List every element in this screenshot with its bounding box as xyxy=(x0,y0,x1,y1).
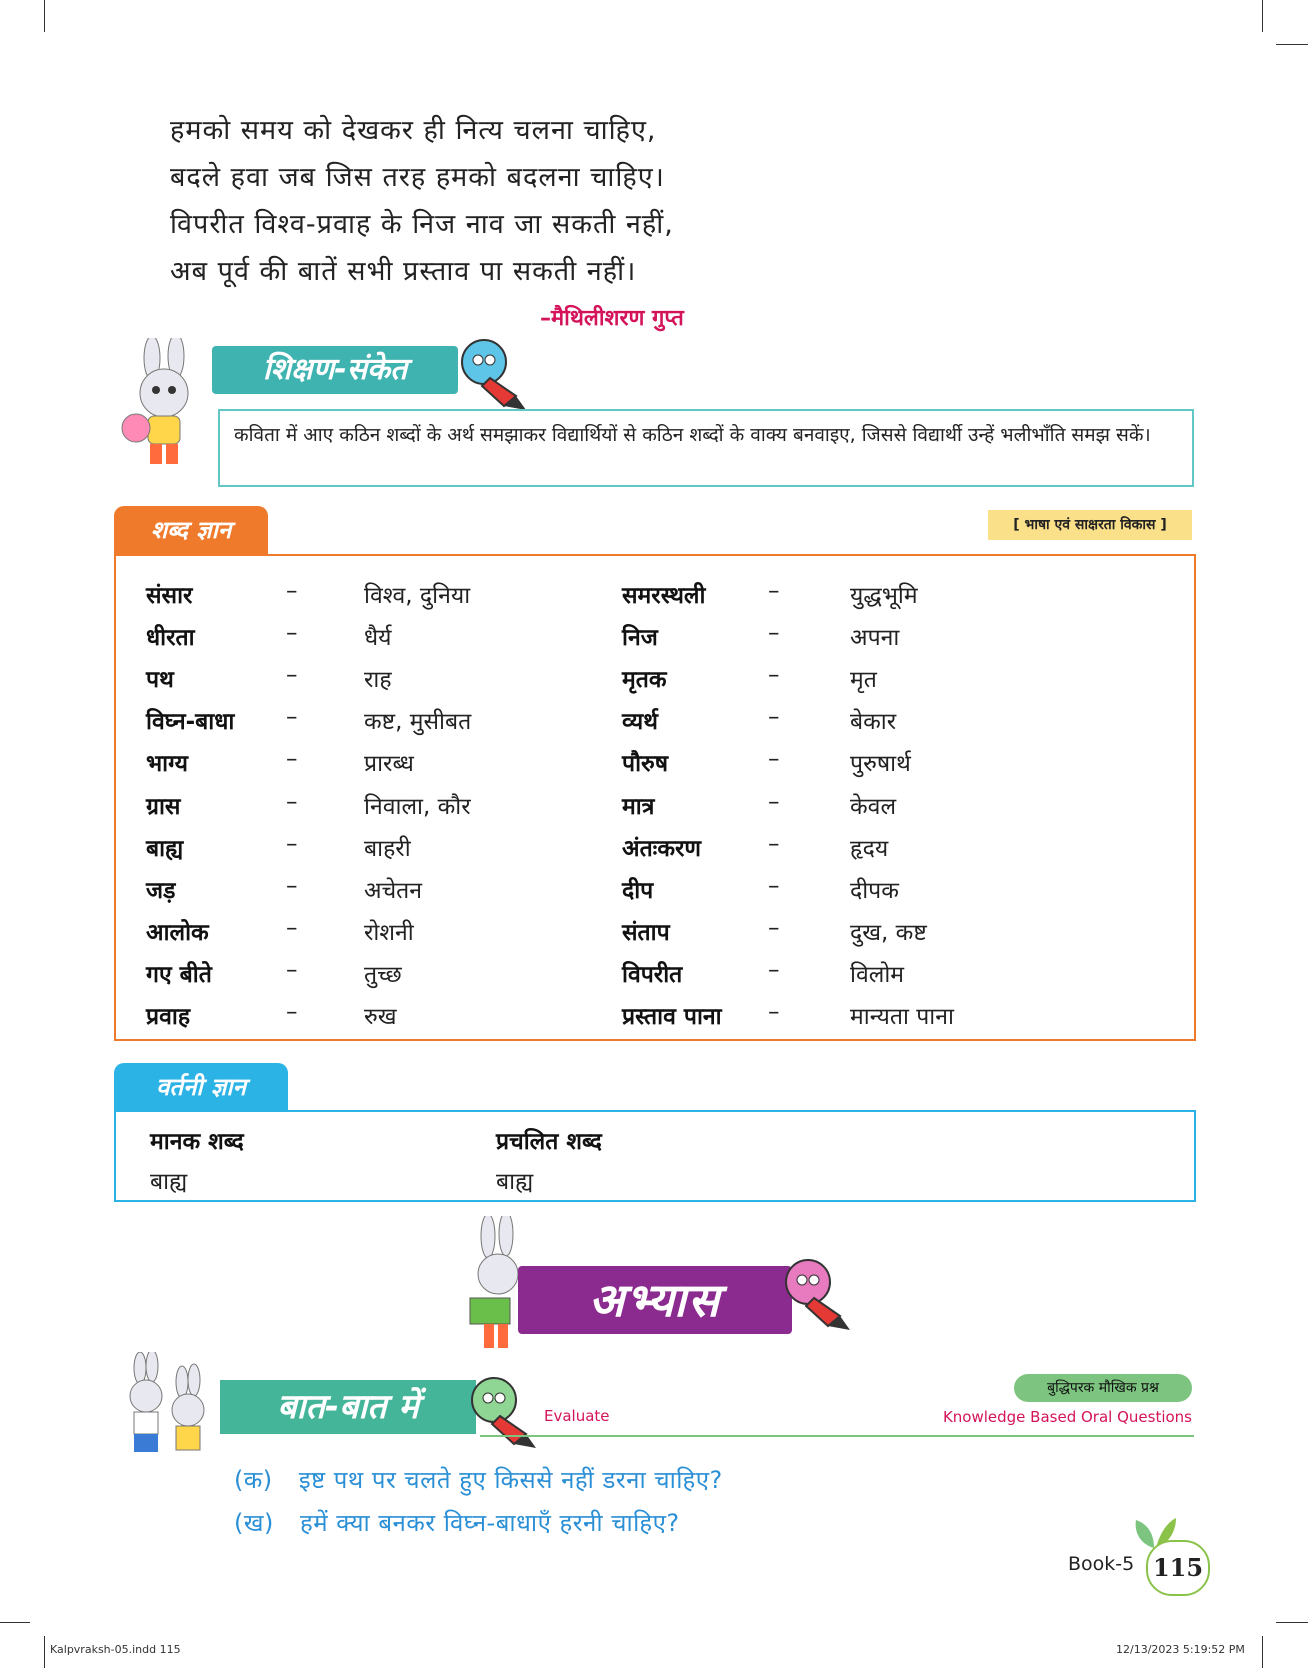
oral-question-badge: बुद्धिपरक मौखिक प्रश्न xyxy=(1014,1374,1192,1402)
vartani-gyan-tab: वर्तनी ज्ञान xyxy=(114,1063,288,1111)
vocab-word: धीरता xyxy=(146,625,195,652)
vocab-dash: – xyxy=(768,578,780,604)
poem-line: हमको समय को देखकर ही नित्य चलना चाहिए, xyxy=(170,115,657,146)
vocab-dash: – xyxy=(286,999,298,1025)
crop-mark xyxy=(1262,0,1263,32)
shabd-gyan-tab: शब्द ज्ञान xyxy=(114,506,268,554)
vocab-meaning: कष्ट, मुसीबत xyxy=(364,709,472,736)
vocab-dash: – xyxy=(768,999,780,1025)
crop-mark xyxy=(1276,1622,1308,1623)
vocab-dash: – xyxy=(286,620,298,647)
file-slug: Kalpvraksh-05.indd 115 xyxy=(50,1643,181,1656)
pencil-mascot-icon xyxy=(456,332,528,412)
vocab-row xyxy=(116,957,1194,999)
vocab-meaning: निवाला, कौर xyxy=(364,793,471,820)
vocab-word: निज xyxy=(622,625,658,652)
vocab-word: संताप xyxy=(622,919,670,946)
vocab-row xyxy=(116,999,1194,1041)
teaching-note: कविता में आए कठिन शब्दों के अर्थ समझाकर विद्यार्थियों से कठिन शब्दों के वाक्य बनवाइए, जिससे विद्यार्थी उन्हें भलीभाँति समझ सकें। xyxy=(218,409,1194,487)
vocab-row xyxy=(116,915,1194,957)
vocab-meaning: हृदय xyxy=(850,835,889,862)
question-item xyxy=(234,1506,680,1539)
vocab-word: मात्र xyxy=(622,793,655,820)
vocab-dash: – xyxy=(768,872,780,899)
vocab-meaning: बेकार xyxy=(850,709,897,736)
question-label: (ख) xyxy=(234,1509,274,1537)
vocab-word: व्यर्थ xyxy=(622,709,658,736)
poem-line: विपरीत विश्व-प्रवाह के निज नाव जा सकती नहीं, xyxy=(170,209,674,240)
vocab-word: प्रस्ताव पाना xyxy=(622,1004,722,1030)
vocab-word: विपरीत xyxy=(622,961,683,988)
vocab-meaning: युद्धभूमि xyxy=(850,583,918,609)
vocab-dash: – xyxy=(286,956,298,983)
spelling-box xyxy=(114,1110,1196,1202)
vocab-meaning: केवल xyxy=(850,793,897,820)
vocab-dash: – xyxy=(286,704,298,731)
vocab-word: संसार xyxy=(146,583,193,609)
print-timestamp: 12/13/2023 5:19:52 PM xyxy=(1116,1643,1245,1656)
vocab-word: दीप xyxy=(622,877,654,904)
vocab-meaning: रुख xyxy=(364,1004,397,1030)
vocab-row xyxy=(116,578,1194,620)
vocab-meaning: मान्यता पाना xyxy=(850,1004,954,1030)
vocab-meaning: विलोम xyxy=(850,961,905,988)
crop-mark xyxy=(44,1636,45,1668)
vocab-meaning: दुख, कष्ट xyxy=(850,919,927,946)
vocab-meaning: प्रारब्ध xyxy=(364,751,414,778)
evaluate-label: Evaluate xyxy=(544,1407,610,1425)
vocab-dash: – xyxy=(286,788,298,815)
vocab-word: पथ xyxy=(146,667,174,694)
skill-badge: [ भाषा एवं साक्षरता विकास ] xyxy=(988,510,1192,540)
vocab-word: ग्रास xyxy=(146,793,181,820)
vocab-row xyxy=(116,746,1194,788)
crop-mark xyxy=(1276,44,1308,45)
vocab-word: भाग्य xyxy=(146,751,188,778)
oral-question-english: Knowledge Based Oral Questions xyxy=(942,1408,1192,1426)
divider xyxy=(480,1435,1194,1437)
common-word-heading: प्रचलित शब्द xyxy=(496,1129,602,1155)
vocab-meaning: अपना xyxy=(850,625,900,652)
vocab-row xyxy=(116,789,1194,831)
question-text: हमें क्या बनकर विघ्न-बाधाएँ हरनी चाहिए? xyxy=(300,1509,680,1537)
page-number: 115 xyxy=(1146,1540,1210,1596)
vocab-meaning: मृत xyxy=(850,667,877,694)
poem-line: अब पूर्व की बातें सभी प्रस्ताव पा सकती नहीं। xyxy=(170,256,637,287)
vocab-row xyxy=(116,831,1194,873)
vocab-dash: – xyxy=(286,578,298,604)
vocab-dash: – xyxy=(286,830,298,857)
standard-word: बाह्य xyxy=(150,1169,188,1195)
vocab-meaning: तुच्छ xyxy=(364,961,402,988)
vocab-meaning: पुरुषार्थ xyxy=(850,751,911,778)
vocab-dash: – xyxy=(768,662,780,689)
standard-word-heading: मानक शब्द xyxy=(150,1129,244,1155)
vocab-meaning: राह xyxy=(364,667,392,694)
vocab-dash: – xyxy=(768,620,780,647)
vocab-dash: – xyxy=(768,830,780,857)
vocab-dash: – xyxy=(768,788,780,815)
crop-mark xyxy=(44,0,45,32)
vocab-word: गए बीते xyxy=(146,961,212,988)
baat-baat-me-banner: बात-बात में xyxy=(220,1380,476,1434)
vocab-row xyxy=(116,704,1194,746)
vocab-dash: – xyxy=(286,914,298,941)
vocab-word: मृतक xyxy=(622,667,667,694)
vocab-dash: – xyxy=(768,704,780,731)
vocab-word: प्रवाह xyxy=(146,1004,191,1030)
rabbit-mascot-icon xyxy=(114,338,214,468)
vocab-dash: – xyxy=(768,956,780,983)
crop-mark xyxy=(0,1622,30,1623)
question-label: (क) xyxy=(234,1466,273,1494)
vocab-dash: – xyxy=(286,662,298,689)
question-item xyxy=(234,1463,723,1496)
vocab-dash: – xyxy=(286,746,298,773)
vocab-meaning: अचेतन xyxy=(364,877,423,904)
vocab-word: आलोक xyxy=(146,919,209,946)
vocab-word: जड़ xyxy=(146,877,176,904)
rabbits-mascot-icon xyxy=(110,1352,220,1458)
vocab-word: बाह्य xyxy=(146,835,184,862)
abhyas-banner: अभ्यास xyxy=(518,1266,792,1334)
vocab-meaning: दीपक xyxy=(850,877,899,904)
vocab-meaning: विश्व, दुनिया xyxy=(364,583,471,609)
vocab-word: समरस्थली xyxy=(622,583,706,609)
vocab-dash: – xyxy=(286,872,298,899)
shikshan-sanket-banner: शिक्षण-संकेत xyxy=(212,346,458,394)
common-word: बाह्य xyxy=(496,1169,534,1195)
vocab-meaning: धैर्य xyxy=(364,625,392,652)
vocab-word: विघ्न-बाधा xyxy=(146,709,235,736)
pencil-mascot-icon xyxy=(466,1370,538,1450)
vocabulary-box xyxy=(114,554,1196,1041)
crop-mark xyxy=(1262,1636,1263,1668)
vocab-row xyxy=(116,873,1194,915)
vocab-row xyxy=(116,662,1194,704)
book-label: Book-5 xyxy=(1068,1553,1135,1575)
poet-name: –मैथिलीशरण गुप्त xyxy=(540,306,684,331)
vocab-word: अंतःकरण xyxy=(622,835,702,862)
vocab-row xyxy=(116,620,1194,662)
vocab-dash: – xyxy=(768,746,780,773)
poem-line: बदले हवा जब जिस तरह हमको बदलना चाहिए। xyxy=(170,162,665,193)
vocab-dash: – xyxy=(768,914,780,941)
vocab-meaning: बाहरी xyxy=(364,835,411,862)
vocab-meaning: रोशनी xyxy=(364,919,414,946)
question-text: इष्ट पथ पर चलते हुए किससे नहीं डरना चाहिए? xyxy=(298,1466,723,1494)
vocab-word: पौरुष xyxy=(622,751,669,778)
pencil-mascot-icon xyxy=(780,1252,852,1332)
